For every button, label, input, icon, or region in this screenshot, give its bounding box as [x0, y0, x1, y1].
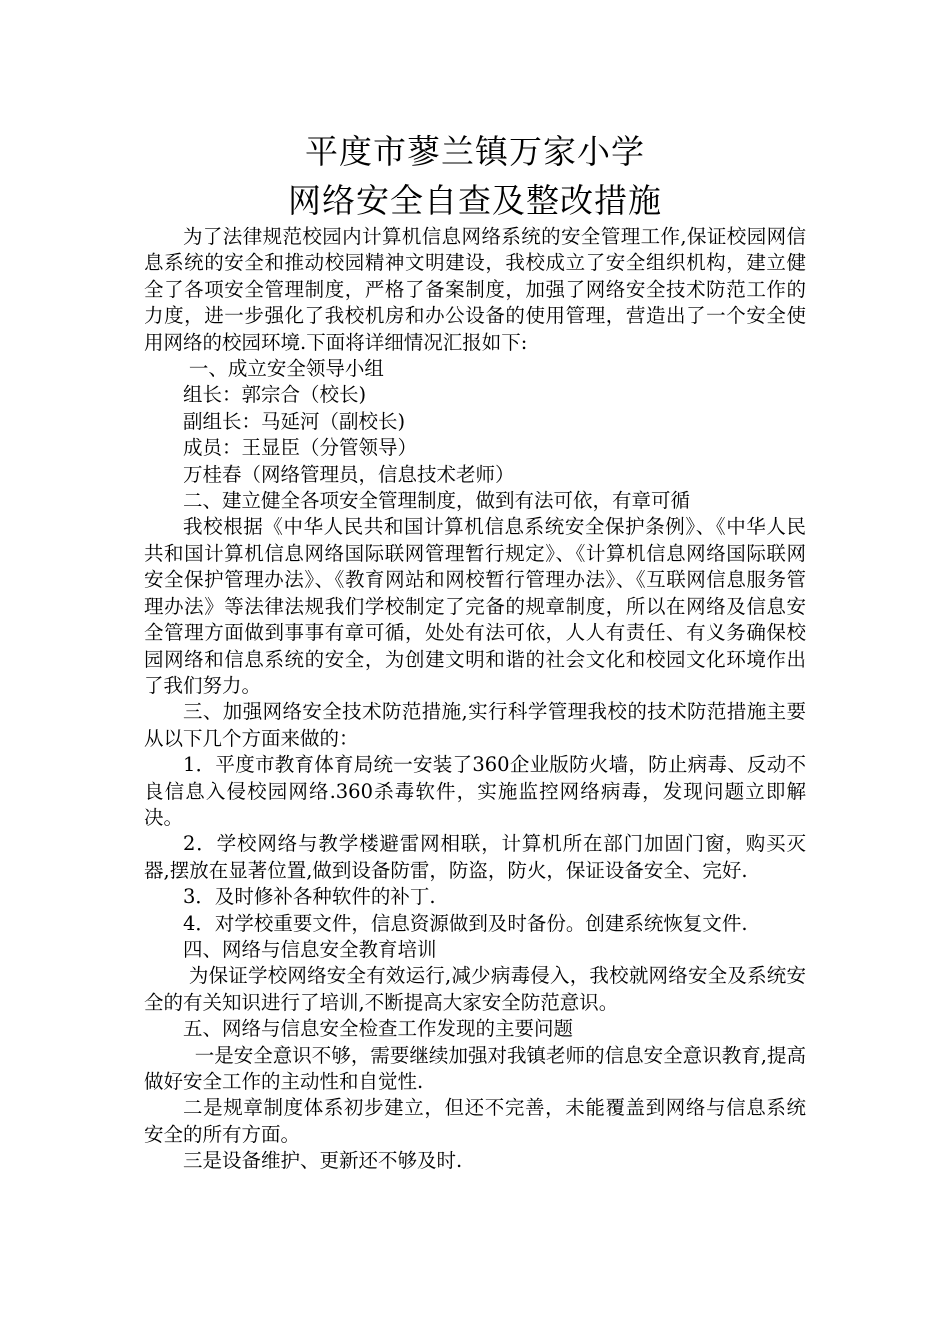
section-heading-4: 四、网络与信息安全教育培训: [183, 937, 437, 961]
document-title-subject: 网络安全自查及整改措施: [288, 181, 662, 220]
member-deputy-leader: 副组长：马延河（副校长): [183, 409, 406, 433]
intro-paragraph: 为了法律规范校园内计算机信息网络系统的安全管理工作,保证校园网信息系统的安全和推动校园精神文明建设，我校成立了安全组织机构，建立健全了各项安全管理制度，严格了备案制度，加强了网络安全技术防范工作的力度，进一步强化了我校机房和办公设备的使用管理，营造出了一个安全使用网络的校园环境.下面将详细情况汇报如下:: [144, 225, 806, 354]
problem-item-1: 一是安全意识不够，需要继续加强对我镇老师的信息安全意识教育,提高做好安全工作的主动性和自觉性.: [144, 1043, 806, 1093]
measure-item-3: 3．及时修补各种软件的补丁.: [183, 885, 436, 909]
section-heading-2: 二、建立健全各项安全管理制度，做到有法可依，有章可循: [183, 489, 691, 513]
member-staff: 成员：王显臣（分管领导）: [183, 436, 418, 460]
document-body: [144, 224, 806, 1175]
member-network-admin: 万桂春（网络管理员，信息技术老师）: [183, 462, 515, 486]
section-heading-5: 五、网络与信息安全检查工作发现的主要问题: [183, 1017, 574, 1041]
member-leader: 组长：郭宗合（校长): [183, 383, 367, 407]
training-paragraph: 为保证学校网络安全有效运行,减少病毒侵入，我校就网络安全及系统安全的有关知识进行了培训,不断提高大家安全防范意识。: [144, 964, 806, 1014]
measure-item-4: 4．对学校重要文件，信息资源做到及时备份。创建系统恢复文件.: [183, 911, 748, 935]
regulations-paragraph: 我校根据《中华人民共和国计算机信息系统安全保护条例》、《中华人民共和国计算机信息网络国际联网管理暂行规定》、《计算机信息网络国际联网安全保护管理办法》、《教育网站和网校暂行管理办法》、《互联网信息服务管理办法》等法律法规我们学校制定了完备的规章制度，所以在网络及信息安全管理方面做到事事有章可循，处处有法可依，人人有责任、有义务确保校园网络和信息系统的安全，为创建文明和谐的社会文化和校园文化环境作出了我们努力。: [144, 515, 806, 697]
problem-item-2: 二是规章制度体系初步建立，但还不完善，未能覆盖到网络与信息系统安全的所有方面。: [144, 1096, 806, 1146]
measure-item-2: 2．学校网络与教学楼避雷网相联，计算机所在部门加固门窗，购买灭器,摆放在显著位置,做到设备防雷，防盗，防火，保证设备安全、完好.: [144, 832, 806, 882]
document-title-school: 平度市蓼兰镇万家小学: [305, 132, 645, 171]
section-heading-1: 一、成立安全领导小组: [188, 357, 384, 381]
section-heading-3: 三、加强网络安全技术防范措施,实行科学管理我校的技术防范措施主要从以下几个方面来做的：: [144, 700, 806, 750]
problem-item-3: 三是设备维护、更新还不够及时.: [183, 1149, 463, 1173]
measure-item-1: 1．平度市教育体育局统一安装了360企业版防火墙，防止病毒、反动不良信息入侵校园网络.360杀毒软件，实施监控网络病毒，发现问题立即解决。: [144, 753, 806, 829]
